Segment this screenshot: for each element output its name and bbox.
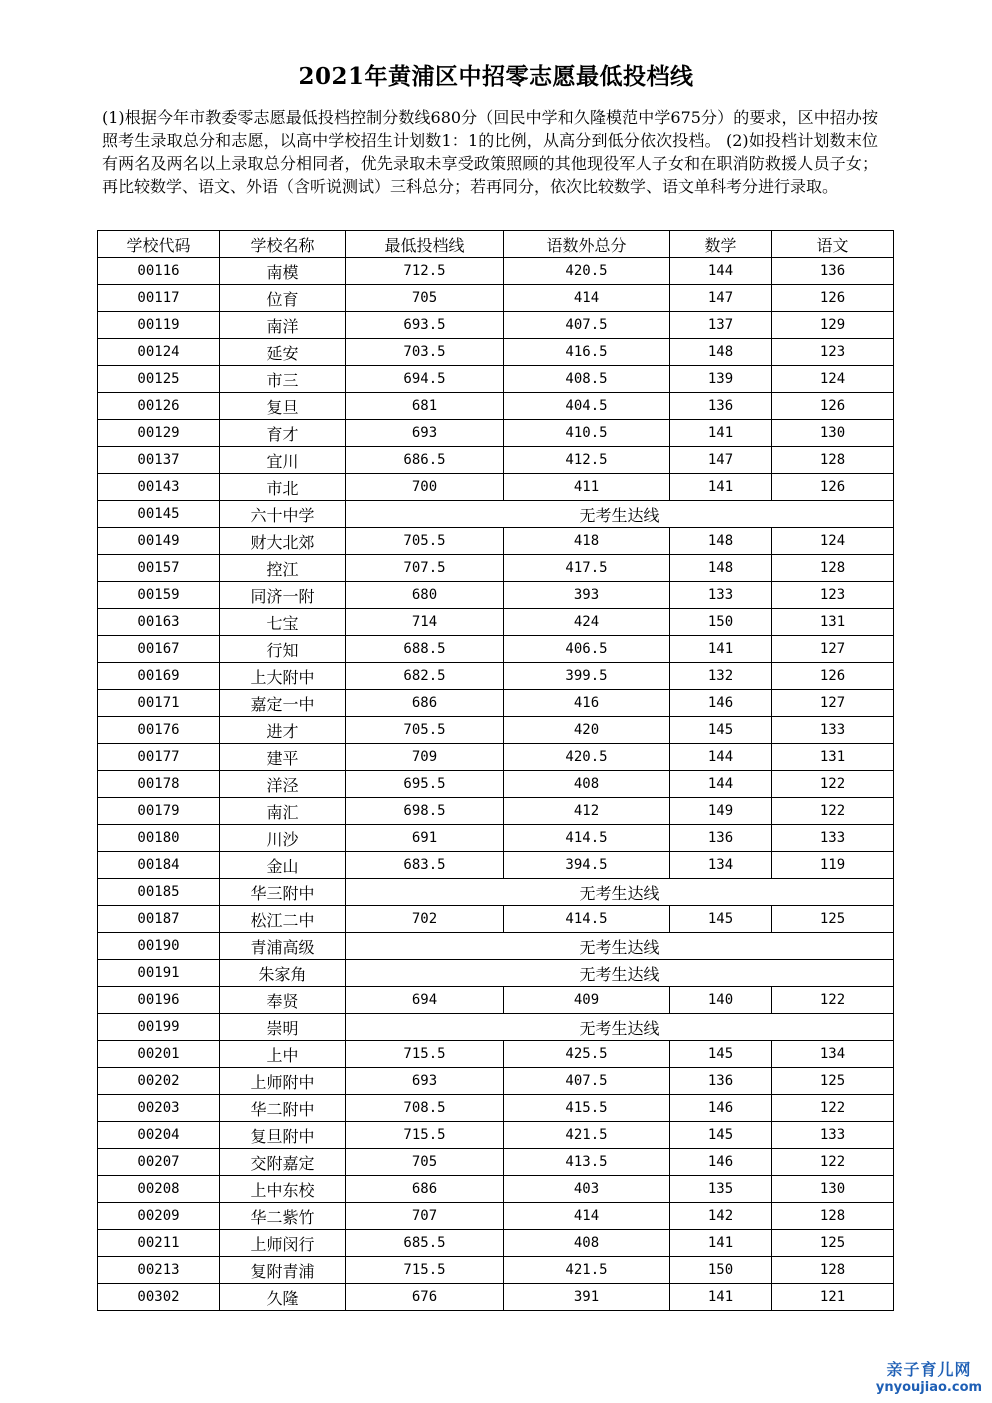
cell-math: 137 <box>670 312 772 339</box>
header-school-name: 学校名称 <box>220 231 346 258</box>
cell-school-code: 00167 <box>98 636 220 663</box>
cell-math: 136 <box>670 1068 772 1095</box>
cell-chinese: 131 <box>772 744 894 771</box>
table-row <box>98 636 894 663</box>
cell-math: 148 <box>670 528 772 555</box>
cell-school-code: 00209 <box>98 1203 220 1230</box>
cell-math: 142 <box>670 1203 772 1230</box>
cell-school-code: 00116 <box>98 258 220 285</box>
cell-total: 407.5 <box>504 1068 670 1095</box>
table-row <box>98 1284 894 1311</box>
cell-school-name: 奉贤 <box>220 987 346 1014</box>
cell-school-code: 00178 <box>98 771 220 798</box>
header-min-score: 最低投档线 <box>346 231 504 258</box>
cell-min-score: 705 <box>346 285 504 312</box>
cell-chinese: 133 <box>772 1122 894 1149</box>
cell-chinese: 128 <box>772 555 894 582</box>
cell-min-score: 694.5 <box>346 366 504 393</box>
table-row <box>98 852 894 879</box>
cell-school-code: 00191 <box>98 960 220 987</box>
header-math: 数学 <box>670 231 772 258</box>
table-row <box>98 690 894 717</box>
cell-total: 408 <box>504 1230 670 1257</box>
cell-school-code: 00187 <box>98 906 220 933</box>
cell-school-code: 00190 <box>98 933 220 960</box>
cell-min-score: 702 <box>346 906 504 933</box>
cell-school-code: 00204 <box>98 1122 220 1149</box>
cell-min-score: 708.5 <box>346 1095 504 1122</box>
cell-total: 407.5 <box>504 312 670 339</box>
cell-min-score: 680 <box>346 582 504 609</box>
cell-math: 145 <box>670 1122 772 1149</box>
cell-chinese: 130 <box>772 420 894 447</box>
table-row <box>98 393 894 420</box>
cell-min-score: 698.5 <box>346 798 504 825</box>
cell-total: 412 <box>504 798 670 825</box>
cell-math: 141 <box>670 1230 772 1257</box>
cell-total: 416.5 <box>504 339 670 366</box>
cell-math: 133 <box>670 582 772 609</box>
cell-chinese: 136 <box>772 258 894 285</box>
cell-min-score: 705 <box>346 1149 504 1176</box>
cell-total: 394.5 <box>504 852 670 879</box>
cell-min-score: 700 <box>346 474 504 501</box>
cell-chinese: 122 <box>772 1095 894 1122</box>
table-row <box>98 663 894 690</box>
cell-math: 146 <box>670 1095 772 1122</box>
cell-school-name: 宜川 <box>220 447 346 474</box>
cell-math: 146 <box>670 1149 772 1176</box>
table-row <box>98 474 894 501</box>
cell-min-score: 703.5 <box>346 339 504 366</box>
cell-chinese: 128 <box>772 1203 894 1230</box>
cell-school-name: 上中东校 <box>220 1176 346 1203</box>
cell-school-name: 上中 <box>220 1041 346 1068</box>
cell-school-code: 00203 <box>98 1095 220 1122</box>
table-row <box>98 771 894 798</box>
cell-total: 420.5 <box>504 744 670 771</box>
cell-chinese: 121 <box>772 1284 894 1311</box>
cell-chinese: 133 <box>772 717 894 744</box>
cell-no-qualify: 无考生达线 <box>346 960 894 987</box>
cell-school-name: 青浦高级 <box>220 933 346 960</box>
cell-school-code: 00129 <box>98 420 220 447</box>
cell-school-code: 00179 <box>98 798 220 825</box>
cell-school-name: 复旦附中 <box>220 1122 346 1149</box>
cell-school-name: 六十中学 <box>220 501 346 528</box>
cell-chinese: 122 <box>772 771 894 798</box>
cell-school-code: 00163 <box>98 609 220 636</box>
cell-school-name: 财大北郊 <box>220 528 346 555</box>
cell-total: 404.5 <box>504 393 670 420</box>
header-three-subject-total: 语数外总分 <box>504 231 670 258</box>
cell-total: 415.5 <box>504 1095 670 1122</box>
cell-total: 413.5 <box>504 1149 670 1176</box>
table-row <box>98 312 894 339</box>
watermark-cn: 亲子育儿网 <box>886 1360 972 1379</box>
cell-school-code: 00185 <box>98 879 220 906</box>
cell-math: 144 <box>670 771 772 798</box>
cell-total: 393 <box>504 582 670 609</box>
cell-total: 418 <box>504 528 670 555</box>
cell-school-code: 00157 <box>98 555 220 582</box>
table-row <box>98 933 894 960</box>
cell-chinese: 125 <box>772 1230 894 1257</box>
cell-chinese: 123 <box>772 582 894 609</box>
cell-min-score: 693 <box>346 1068 504 1095</box>
cell-total: 421.5 <box>504 1122 670 1149</box>
cell-math: 145 <box>670 717 772 744</box>
cell-school-name: 上师闵行 <box>220 1230 346 1257</box>
table-row <box>98 1149 894 1176</box>
cell-school-name: 市北 <box>220 474 346 501</box>
cell-chinese: 126 <box>772 474 894 501</box>
table-row <box>98 798 894 825</box>
table-row <box>98 987 894 1014</box>
cell-total: 414 <box>504 1203 670 1230</box>
cell-school-name: 进才 <box>220 717 346 744</box>
cell-math: 141 <box>670 1284 772 1311</box>
cell-min-score: 705.5 <box>346 717 504 744</box>
cell-school-name: 朱家角 <box>220 960 346 987</box>
cell-chinese: 127 <box>772 690 894 717</box>
cell-min-score: 691 <box>346 825 504 852</box>
cell-min-score: 681 <box>346 393 504 420</box>
cell-school-code: 00180 <box>98 825 220 852</box>
cell-min-score: 683.5 <box>346 852 504 879</box>
cell-min-score: 695.5 <box>346 771 504 798</box>
cell-min-score: 715.5 <box>346 1041 504 1068</box>
table-row <box>98 447 894 474</box>
cell-school-name: 七宝 <box>220 609 346 636</box>
cell-total: 411 <box>504 474 670 501</box>
cell-no-qualify: 无考生达线 <box>346 501 894 528</box>
cell-school-name: 上大附中 <box>220 663 346 690</box>
cell-chinese: 122 <box>772 1149 894 1176</box>
cell-school-code: 00202 <box>98 1068 220 1095</box>
cell-school-name: 洋泾 <box>220 771 346 798</box>
cell-math: 136 <box>670 393 772 420</box>
cell-school-code: 00137 <box>98 447 220 474</box>
cell-total: 406.5 <box>504 636 670 663</box>
cell-min-score: 712.5 <box>346 258 504 285</box>
cell-school-code: 00143 <box>98 474 220 501</box>
cell-school-code: 00196 <box>98 987 220 1014</box>
cell-min-score: 694 <box>346 987 504 1014</box>
cell-math: 134 <box>670 852 772 879</box>
cell-math: 148 <box>670 555 772 582</box>
cell-chinese: 123 <box>772 339 894 366</box>
cell-chinese: 130 <box>772 1176 894 1203</box>
cell-math: 136 <box>670 825 772 852</box>
cell-chinese: 134 <box>772 1041 894 1068</box>
cell-school-name: 华二紫竹 <box>220 1203 346 1230</box>
table-row <box>98 744 894 771</box>
cell-school-code: 00208 <box>98 1176 220 1203</box>
cell-school-name: 嘉定一中 <box>220 690 346 717</box>
cell-chinese: 125 <box>772 1068 894 1095</box>
cell-school-name: 川沙 <box>220 825 346 852</box>
table-row <box>98 258 894 285</box>
cell-math: 150 <box>670 1257 772 1284</box>
cell-min-score: 685.5 <box>346 1230 504 1257</box>
cell-school-name: 复旦 <box>220 393 346 420</box>
score-table <box>97 230 894 1311</box>
cell-school-name: 久隆 <box>220 1284 346 1311</box>
table-row <box>98 582 894 609</box>
table-row <box>98 339 894 366</box>
cell-school-code: 00211 <box>98 1230 220 1257</box>
cell-chinese: 125 <box>772 906 894 933</box>
header-school-code: 学校代码 <box>98 231 220 258</box>
site-watermark <box>874 1361 984 1397</box>
cell-school-code: 00201 <box>98 1041 220 1068</box>
cell-min-score: 686 <box>346 1176 504 1203</box>
cell-total: 412.5 <box>504 447 670 474</box>
table-row <box>98 1041 894 1068</box>
cell-min-score: 715.5 <box>346 1122 504 1149</box>
cell-school-code: 00117 <box>98 285 220 312</box>
cell-total: 399.5 <box>504 663 670 690</box>
cell-total: 420 <box>504 717 670 744</box>
watermark-en: ynyoujiao.com <box>875 1380 983 1395</box>
intro-paragraph: (1)根据今年市教委零志愿最低投档控制分数线680分（回民中学和久隆模范中学675分）的要求，区中招办按照考生录取总分和志愿，以高中学校招生计划数1：1的比例，从高分到低分依次投档。 (2)如投档计划数末位有两名及两名以上录取总分相同者，优先录取未享受政策照顾的其他现役军人子女和在职消防救援人员子女；再比较数学、语文、外语（含听说测试）三科总分；若再同分，依次比较数学、语文单科考分进行录取。 <box>102 108 878 196</box>
cell-chinese: 122 <box>772 987 894 1014</box>
cell-school-name: 上师附中 <box>220 1068 346 1095</box>
cell-chinese: 129 <box>772 312 894 339</box>
cell-school-name: 复附青浦 <box>220 1257 346 1284</box>
cell-total: 391 <box>504 1284 670 1311</box>
cell-min-score: 693.5 <box>346 312 504 339</box>
cell-school-code: 00199 <box>98 1014 220 1041</box>
cell-chinese: 133 <box>772 825 894 852</box>
table-row <box>98 1014 894 1041</box>
cell-school-name: 市三 <box>220 366 346 393</box>
cell-min-score: 693 <box>346 420 504 447</box>
table-row <box>98 528 894 555</box>
table-row <box>98 717 894 744</box>
table-row <box>98 1257 894 1284</box>
cell-math: 132 <box>670 663 772 690</box>
table-row <box>98 825 894 852</box>
cell-school-code: 00145 <box>98 501 220 528</box>
cell-math: 141 <box>670 420 772 447</box>
table-row <box>98 1068 894 1095</box>
cell-math: 141 <box>670 636 772 663</box>
cell-min-score: 686 <box>346 690 504 717</box>
cell-total: 417.5 <box>504 555 670 582</box>
cell-min-score: 686.5 <box>346 447 504 474</box>
cell-school-code: 00159 <box>98 582 220 609</box>
cell-school-code: 00184 <box>98 852 220 879</box>
cell-school-code: 00207 <box>98 1149 220 1176</box>
cell-min-score: 707.5 <box>346 555 504 582</box>
cell-total: 410.5 <box>504 420 670 447</box>
cell-school-name: 华二附中 <box>220 1095 346 1122</box>
table-row <box>98 906 894 933</box>
cell-school-name: 位育 <box>220 285 346 312</box>
cell-school-code: 00124 <box>98 339 220 366</box>
cell-school-code: 00125 <box>98 366 220 393</box>
table-row <box>98 1203 894 1230</box>
cell-min-score: 676 <box>346 1284 504 1311</box>
cell-chinese: 128 <box>772 447 894 474</box>
cell-school-name: 南模 <box>220 258 346 285</box>
cell-total: 425.5 <box>504 1041 670 1068</box>
cell-min-score: 707 <box>346 1203 504 1230</box>
table-row <box>98 960 894 987</box>
cell-chinese: 126 <box>772 393 894 420</box>
cell-no-qualify: 无考生达线 <box>346 1014 894 1041</box>
table-row <box>98 285 894 312</box>
cell-no-qualify: 无考生达线 <box>346 879 894 906</box>
cell-math: 140 <box>670 987 772 1014</box>
cell-math: 149 <box>670 798 772 825</box>
cell-school-code: 00302 <box>98 1284 220 1311</box>
table-row <box>98 1230 894 1257</box>
cell-chinese: 126 <box>772 285 894 312</box>
cell-school-name: 行知 <box>220 636 346 663</box>
cell-total: 403 <box>504 1176 670 1203</box>
cell-school-code: 00171 <box>98 690 220 717</box>
cell-school-name: 同济一附 <box>220 582 346 609</box>
cell-min-score: 715.5 <box>346 1257 504 1284</box>
cell-school-code: 00177 <box>98 744 220 771</box>
table-row <box>98 879 894 906</box>
cell-total: 416 <box>504 690 670 717</box>
cell-total: 421.5 <box>504 1257 670 1284</box>
cell-school-code: 00176 <box>98 717 220 744</box>
table-row <box>98 555 894 582</box>
table-header-row <box>98 231 894 258</box>
cell-school-name: 育才 <box>220 420 346 447</box>
cell-school-name: 建平 <box>220 744 346 771</box>
cell-no-qualify: 无考生达线 <box>346 933 894 960</box>
cell-math: 147 <box>670 285 772 312</box>
cell-chinese: 126 <box>772 663 894 690</box>
cell-min-score: 682.5 <box>346 663 504 690</box>
table-row <box>98 366 894 393</box>
table-row <box>98 1095 894 1122</box>
table-body <box>98 258 894 1311</box>
cell-math: 139 <box>670 366 772 393</box>
cell-math: 141 <box>670 474 772 501</box>
cell-math: 146 <box>670 690 772 717</box>
cell-min-score: 705.5 <box>346 528 504 555</box>
table-row <box>98 420 894 447</box>
cell-school-name: 华三附中 <box>220 879 346 906</box>
page-title: 2021年黄浦区中招零志愿最低投档线 <box>298 63 694 90</box>
cell-chinese: 119 <box>772 852 894 879</box>
cell-school-name: 松江二中 <box>220 906 346 933</box>
cell-school-code: 00213 <box>98 1257 220 1284</box>
cell-math: 144 <box>670 258 772 285</box>
cell-school-name: 崇明 <box>220 1014 346 1041</box>
cell-chinese: 124 <box>772 366 894 393</box>
cell-school-name: 交附嘉定 <box>220 1149 346 1176</box>
cell-math: 144 <box>670 744 772 771</box>
cell-math: 150 <box>670 609 772 636</box>
cell-math: 147 <box>670 447 772 474</box>
cell-school-name: 控江 <box>220 555 346 582</box>
table-row <box>98 1176 894 1203</box>
cell-school-name: 南汇 <box>220 798 346 825</box>
cell-math: 135 <box>670 1176 772 1203</box>
cell-chinese: 131 <box>772 609 894 636</box>
cell-school-code: 00169 <box>98 663 220 690</box>
table-row <box>98 501 894 528</box>
cell-total: 414.5 <box>504 906 670 933</box>
cell-school-code: 00149 <box>98 528 220 555</box>
cell-min-score: 709 <box>346 744 504 771</box>
cell-total: 409 <box>504 987 670 1014</box>
cell-school-code: 00126 <box>98 393 220 420</box>
table-row <box>98 1122 894 1149</box>
table-row <box>98 609 894 636</box>
cell-chinese: 124 <box>772 528 894 555</box>
cell-min-score: 714 <box>346 609 504 636</box>
cell-total: 424 <box>504 609 670 636</box>
cell-chinese: 128 <box>772 1257 894 1284</box>
cell-total: 414 <box>504 285 670 312</box>
cell-school-name: 延安 <box>220 339 346 366</box>
cell-math: 145 <box>670 1041 772 1068</box>
cell-school-name: 南洋 <box>220 312 346 339</box>
header-chinese: 语文 <box>772 231 894 258</box>
cell-total: 414.5 <box>504 825 670 852</box>
cell-math: 145 <box>670 906 772 933</box>
cell-min-score: 688.5 <box>346 636 504 663</box>
cell-total: 408.5 <box>504 366 670 393</box>
cell-school-name: 金山 <box>220 852 346 879</box>
cell-total: 420.5 <box>504 258 670 285</box>
cell-total: 408 <box>504 771 670 798</box>
cell-math: 148 <box>670 339 772 366</box>
cell-chinese: 127 <box>772 636 894 663</box>
cell-school-code: 00119 <box>98 312 220 339</box>
cell-chinese: 122 <box>772 798 894 825</box>
